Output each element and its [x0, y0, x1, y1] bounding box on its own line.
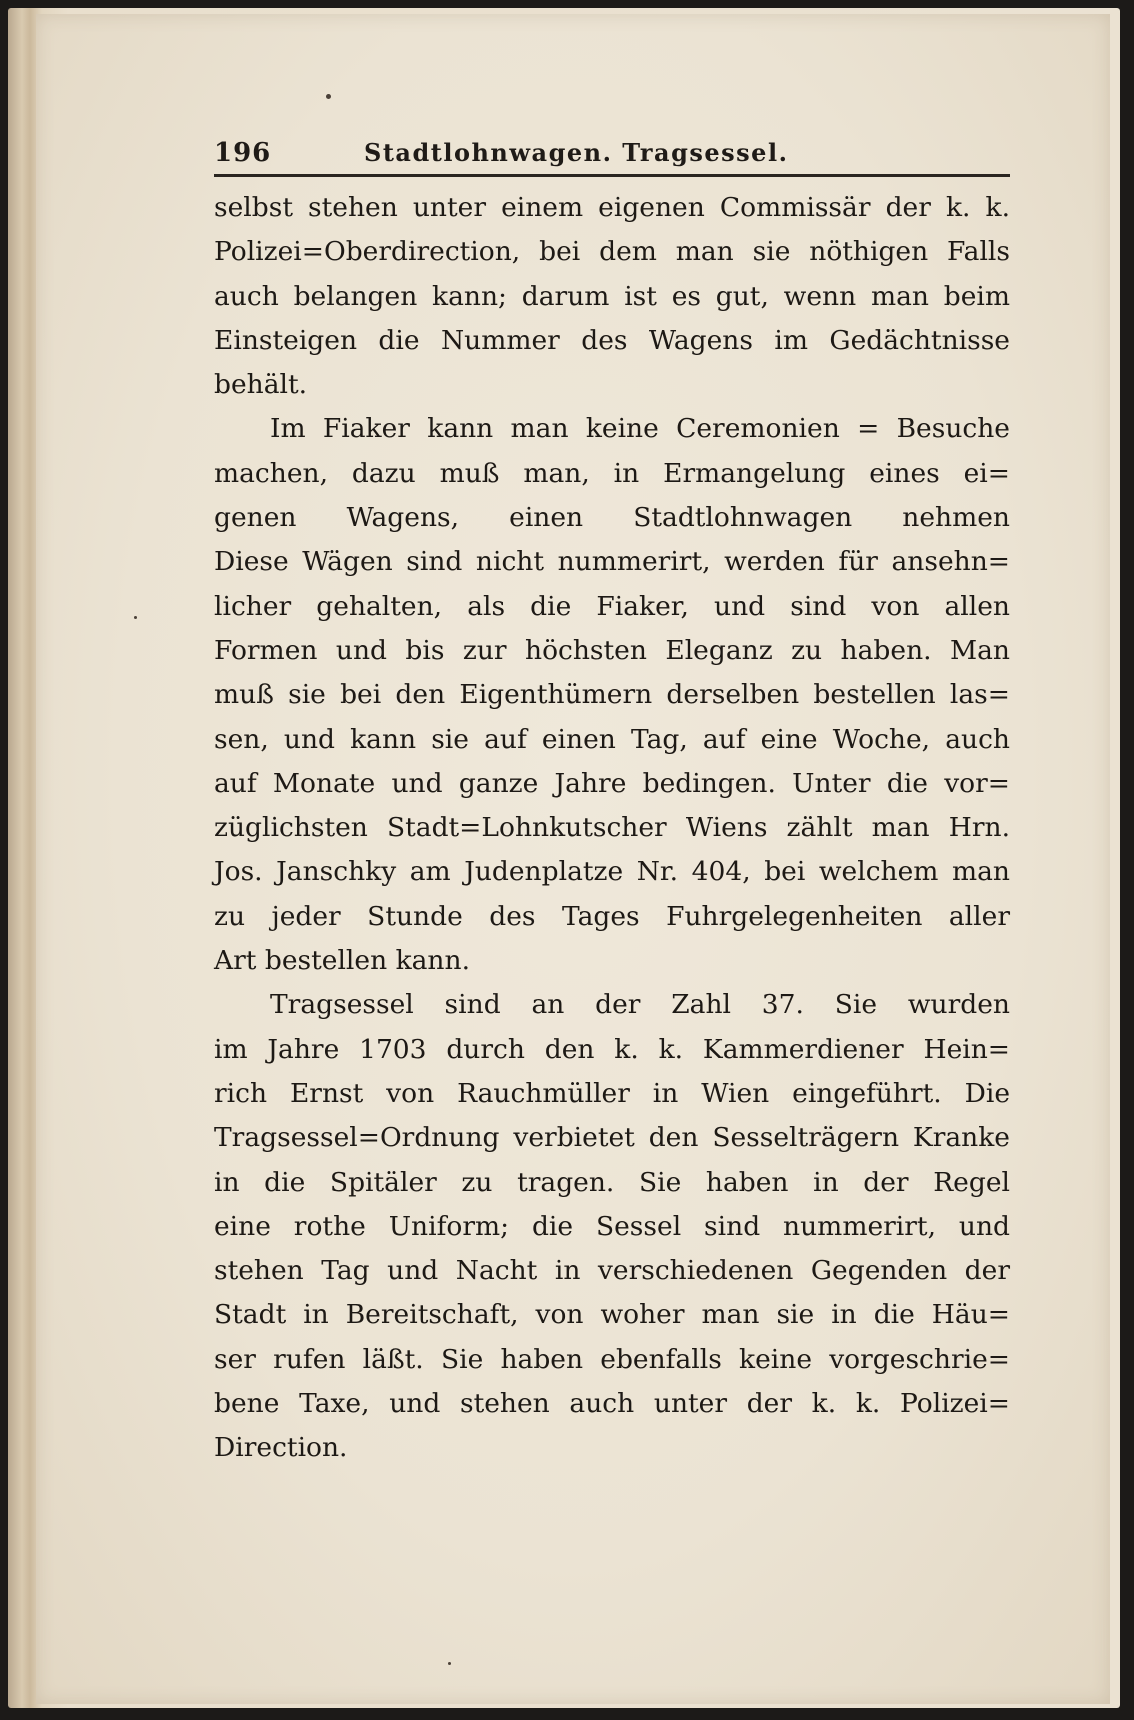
text-line: Polizei=Oberdirection, bei dem man sie nöthigen Falls	[214, 236, 1010, 268]
text-line: in die Spitäler zu tragen. Sie haben in der Regel	[214, 1166, 1010, 1198]
text-line: zu jeder Stunde des Tages Fuhrgelegenheiten aller	[214, 900, 1010, 932]
text-line: stehen Tag und Nacht in verschiedenen Gegenden der	[214, 1255, 1010, 1287]
text-line: Diese Wägen sind nicht nummerirt, werden für ansehn=	[214, 546, 1010, 578]
body-text	[214, 186, 1010, 1471]
page-number: 196	[214, 138, 272, 168]
text-line: züglichsten Stadt=Lohnkutscher Wiens zählt man Hrn.	[214, 812, 1010, 844]
text-line: sen, und kann sie auf einen Tag, auf eine Woche, auch	[214, 723, 1010, 755]
text-line: Tragsessel=Ordnung verbietet den Sesselträgern Kranke	[214, 1122, 1010, 1154]
text-line: im Jahre 1703 durch den k. k. Kammerdiener Hein=	[214, 1033, 1010, 1065]
text-line: Art bestellen kann.	[214, 945, 470, 977]
text-line: auf Monate und ganze Jahre bedingen. Unter die vor=	[214, 767, 1010, 799]
text-line: Einsteigen die Nummer des Wagens im Gedächtnisse	[214, 324, 1010, 356]
running-head: Stadtlohnwagen. Tragsessel.	[364, 138, 789, 167]
text-line: muß sie bei den Eigenthümern derselben bestellen las=	[214, 679, 1010, 711]
text-line: Im Fiaker kann man keine Ceremonien = Besuche	[270, 413, 1010, 445]
text-line: behält.	[214, 369, 308, 401]
text-line: bene Taxe, und stehen auch unter der k. k. Polizei=	[214, 1388, 1010, 1420]
text-line: genen Wagens, einen Stadtlohnwagen nehmen	[214, 502, 1010, 534]
text-line: Tragsessel sind an der Zahl 37. Sie wurden	[270, 989, 1010, 1021]
text-line: rich Ernst von Rauchmüller in Wien eingeführt. Die	[214, 1077, 1010, 1109]
text-line: ser rufen läßt. Sie haben ebenfalls keine vorgeschrie=	[214, 1343, 1010, 1375]
text-line: Stadt in Bereitschaft, von woher man sie in die Häu=	[214, 1299, 1010, 1331]
text-line: licher gehalten, als die Fiaker, und sind von allen	[214, 590, 1010, 622]
text-line: eine rothe Uniform; die Sessel sind nummerirt, und	[214, 1210, 1010, 1242]
text-line: Jos. Janschky am Judenplatze Nr. 404, bei welchem man	[214, 856, 1010, 888]
text-line: Formen und bis zur höchsten Eleganz zu haben. Man	[214, 634, 1010, 666]
text-line: selbst stehen unter einem eigenen Commissär der k. k.	[214, 192, 1010, 223]
text-line: auch belangen kann; darum ist es gut, wenn man beim	[214, 280, 1010, 312]
text-line: machen, dazu muß man, in Ermangelung eines ei=	[214, 457, 1010, 489]
text-line: Direction.	[214, 1432, 348, 1464]
page-header	[214, 138, 1010, 177]
